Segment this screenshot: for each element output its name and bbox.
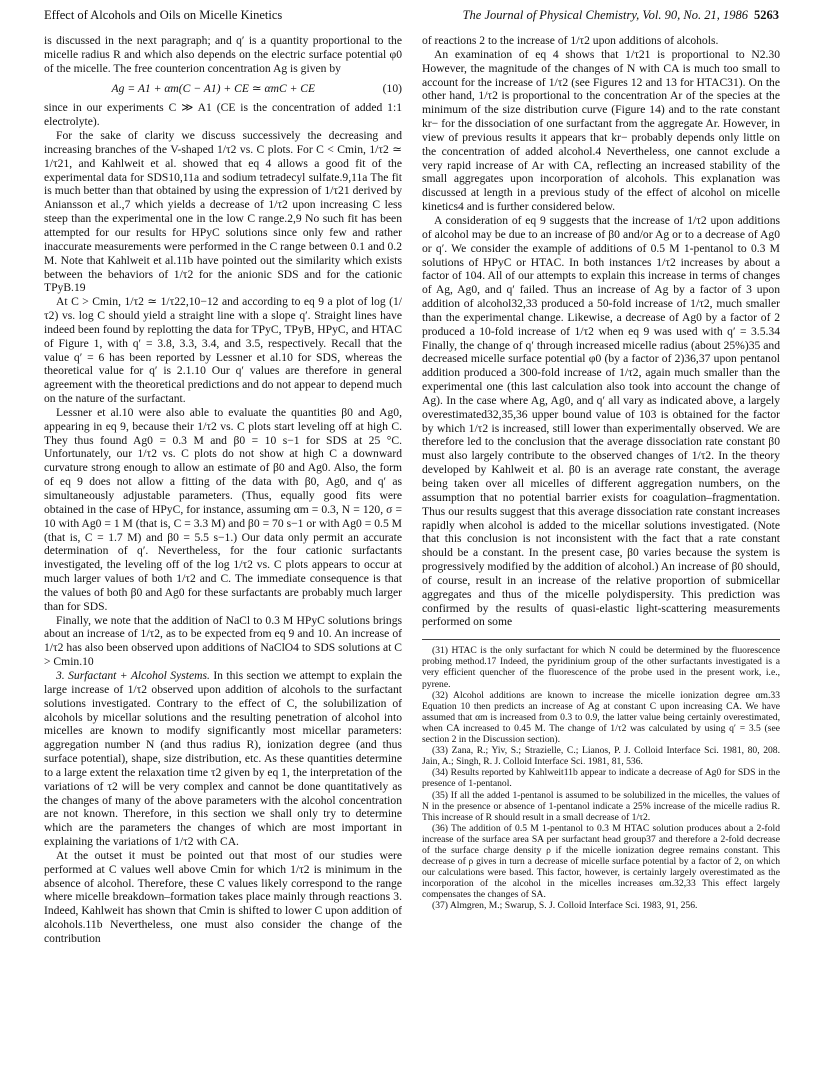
paragraph: An examination of eq 4 shows that 1/τ21 is proportional to N2.30 However, the magnitude of the changes of N with CA is much too small to account for the increase of 1/τ2 (see Figures 12 and 13 for HTAC31). On the other hand, 1/τ2 is proportional to the concentration Ar of the species at the minimum of the size distribution curve (Figure 14) and to the rate constant kr− for the dissociation of one surfactant from the aggregate Ar. However, in view of previous results it appears that kr− probably depends only little on the concentration of added alcohol.4 Nevertheless, one cannot exclude a very rapid increase of Ar with CA, reflecting an increased stability of the small aggregates upon incorporation of alcohols. This explanation was discussed at length in a previous study of the effect of alcohol on micelle kinetics4 and is further considered below. (422, 47, 780, 214)
paragraph: since in our experiments C ≫ A1 (CE is the concentration of added 1:1 electrolyte). (44, 101, 402, 129)
running-title: Effect of Alcohols and Oils on Micelle Kinetics (44, 8, 283, 22)
footnote: (31) HTAC is the only surfactant for which N could be determined by the fluorescence probing method.17 Indeed, the pyridinium group of the other surfactants investigated is a very efficient quencher of the fluorescence of the probe used in the present work, i.e., pyrene. (422, 645, 780, 690)
page-number: 5263 (754, 8, 779, 22)
footnote: (33) Zana, R.; Yiv, S.; Strazielle, C.; Lianos, P. J. Colloid Interface Sci. 1981, 80, 208. Jain, A.; Singh, R. J. Colloid Interface Sci. 1981, 81, 536. (422, 745, 780, 768)
journal-citation (463, 8, 779, 23)
paragraph: At C > Cmin, 1/τ2 ≃ 1/τ22,10−12 and according to eq 9 a plot of log (1/τ2) vs. log C should yield a straight line with a slope q′. Straight lines have indeed been found by replotting the data for TPyC, TPyB, HPyC, and HTAC of Figure 1, with q′ = 3.8, 3.3, 3.4, and 3.5, respectively. Recall that the value q′ = 6 has been reported by Lessner et al.10 for SDS, whereas the theoretical value for q′ is 2.1.10 Our q′ values are therefore in general agreement with the theoretical predictions and do not appear to depend much on the nature of the surfactant. (44, 295, 402, 406)
footnotes (422, 645, 780, 911)
equation-number: (10) (382, 81, 402, 95)
section-text: In this section we attempt to explain the large increase of 1/τ2 observed upon addition of alcohols to the surfactant solutions investigated. Contrary to the effect of C, the solubilization of alcohols by micellar solutions and the resulting penetration of alcohol into micelles are known to modify significantly most micellar parameters: aggregation number N (and thus radius R), ionization degree (and thus surface potential), shape, size distribution, etc. As these quantities determine to a large extent the relaxation time τ2 given by eq 1, the interpretation of the variations of τ2 will be very complex and cannot be done quantitatively as the changes of many of the above parameters with the alcohol concentration are not known. Therefore, in this section we shall only try to determine which are the parameters the changes of which are most important in explaining the variations of 1/τ2 with CA. (44, 668, 402, 849)
equation-10 (44, 82, 402, 96)
paragraph: is discussed in the next paragraph; and q′ is a quantity proportional to the micelle radius R and which also depends on the electric surface potential φ0 of the micelle. The free counterion concentration Ag is given by (44, 34, 402, 75)
paragraph: of reactions 2 to the increase of 1/τ2 upon additions of alcohols. (422, 34, 719, 47)
footnote: (35) If all the added 1-pentanol is assumed to be solubilized in the micelles, the values of N in the presence or absence of 1-pentanol indicate a 25% increase of the micelle radius R. This increase of R should result in a small decrease of 1/τ2. (422, 789, 780, 823)
section-heading: 3. Surfactant + Alcohol Systems. (56, 668, 210, 682)
footnote-divider (422, 639, 780, 640)
footnote: (32) Alcohol additions are known to increase the micelle ionization degree αm.33 Equation 10 then predicts an increase of Ag at constant C upon increasing CA. We have assumed that αm is increased from 0.3 to 0.9, the latter value being certainly overestimated, when CA increased to 0.45 M. The change of 1/τ2 was calculated by using q′ = 3.5 (see section 2 in the Discussion section). (422, 689, 780, 746)
right-column (422, 34, 780, 912)
journal-name: The Journal of Physical Chemistry, Vol. 90, No. 21, 1986 (462, 8, 748, 22)
left-column (44, 34, 402, 946)
equation-body: Ag = A1 + αm(C − A1) + CE ≃ αmC + CE (111, 81, 316, 95)
paragraph: For the sake of clarity we discuss successively the decreasing and increasing branches of the V-shaped 1/τ2 vs. C plots. For C < Cmin, 1/τ2 ≃ 1/τ21, and Kahlweit et al. showed that eq 4 allows a good fit of the experimental data for SDS10,11a and sodium tetradecyl sulfate.9,11a The fit is much better than that obtained by using the expression of 1/τ21 derived by Aniansson et al.,7 which yields a decrease of 1/τ2 upon increasing C less steep than the experimental one in the low C range.2,9 No such fit has been attempted for our results for HPyC solutions since only few and rather inaccurate measurements were performed in the C range between 0.1 and 0.2 M. Note that Kahlweit et al.11b have pointed out the similarity which exists between the behaviors of 1/τ2 for the anionic SDS and for the cationic TPyB.19 (44, 129, 402, 295)
paragraph (44, 669, 402, 849)
footnote: (36) The addition of 0.5 M 1-pentanol to 0.3 M HTAC solution produces about a 2-fold increase of the surface area SA per surfactant head group37 and therefore a 2-fold decrease of the surface charge density ρ if the micelle ionization degree remains constant. This decrease of ρ gives in turn a decrease of micelle surface potential by a factor of 2, on which our calculations were based. This factor, however, is certainly largely overestimated as the incorporation of the alcohol in the micelles increases αm.32,33 This effect largely compensates the changes of SA. (422, 822, 780, 901)
footnote: (34) Results reported by Kahlweit11b appear to indicate a decrease of Ag0 for SDS in the presence of 1-pentanol. (422, 767, 780, 790)
paragraph: Lessner et al.10 were also able to evaluate the quantities β0 and Ag0, appearing in eq 9, because their 1/τ2 vs. C plots start leveling off at high C. They thus found Ag0 = 0.3 M and β0 = 10 s−1 for SDS at 25 °C. Unfortunately, our 1/τ2 vs. C plots do not show at high C a downward curvature strong enough to allow an estimate of β0 and Ag0. Also, the form of eq 9 does not allow a fitting of the data with β0, Ag0, and q′ as simultaneously adjustable parameters. (Thus, equally good fits were obtained in the case of HPyC, for instance, assuming αm = 0.3, N = 120, σ = 10 with Ag0 = 1 M (that is, C = 3.3 M) and β0 = 70 s−1 or with Ag0 = 0.5 M (that is, C = 1.7 M) and β0 = 5.5 s−1.) Our data only permit an accurate determination of q′. Nevertheless, for the four cationic surfactants investigated, the leveling off of the log 1/τ2 vs. C plots appears to occur at much larger values of both 1/τ2 and C. The immediate consequence is that the values of both β0 and Ag0 for these surfactants are probably much larger than for SDS. (44, 405, 402, 613)
paragraph: At the outset it must be pointed out that most of our studies were performed at C values well above Cmin for which 1/τ2 is minimum in the absence of alcohol. Therefore, these C values likely correspond to the range where micelle breakdown–formation takes place mainly through reactions 3. Indeed, Kahlweit has shown that Cmin is shifted to lower C upon addition of alcohols.11b Nevertheless, one must also consider the change of the contribution (44, 848, 402, 945)
page-header (44, 8, 779, 28)
paragraph: A consideration of eq 9 suggests that the increase of 1/τ2 upon additions of alcohol may be due to an increase of β0 and/or Ag or to a decrease of Ag0 or q′. We consider the example of additions of 0.5 M 1-pentanol to 0.3 M solutions of HPyC or HTAC. In both instances 1/τ2 increases by about a factor of 104. All of our attempts to explain this increase in terms of changes of Ag, Ag0, and q′ failed. Thus an increase of Ag by a factor of 3 upon addition of alcohol32,33 produced a 50-fold increase of 1/τ2, much smaller than the experimental change. Likewise, a decrease of Ag0 by a factor of 2 produced a 10-fold increase of 1/τ2 when eq 9 was used with q′ = 3.5.34 Finally, the change of q′ through increased micelle radius (about 25%)35 and decreased micelle surface potential φ0 (by a factor of 2)36,37 upon pentanol addition produced a 300-fold increase of 1/τ2, again much smaller than the experimental one (this last calculation also took into account the change of Ag). In the case where Ag, Ag0, and q′ all vary as indicated above, a largely overestimated32,35,36 upper bound value of 103 is obtained for the factor by which 1/τ2 is increased, still lower than experimentally observed. We are therefore led to the conclusion that the average dissociation rate constant β0 must also largely contribute to the observed changes of 1/τ2. In the theory developed by Kahlweit et al. β0 is an average rate constant, the average being taken over all micelles of different aggregation numbers, on the assumption that no potential barrier exists for coagulation–fragmentation. Thus our results suggest that this average dissociation rate constant increases rapidly when alcohol is added to the micellar solutions investigated. (Note that this conclusion is not inconsistent with the fact that a rate constant should be a constant. In the present case, β0 varies because the system is progressively modified by the addition of alcohol.) An increase of β0 should, of course, result in an increase of the relative proportion of submicellar aggregates and thus of the micelle polydispersity. This prediction was confirmed by the results of quasi-elastic light-scattering measurements performed on some (422, 213, 780, 629)
footnote: (37) Almgren, M.; Swarup, S. J. Colloid Interface Sci. 1983, 91, 256. (432, 900, 698, 912)
paragraph: Finally, we note that the addition of NaCl to 0.3 M HPyC solutions brings about an increase of 1/τ2, as to be expected from eq 9 and 10. An increase of 1/τ2 has also been observed upon additions of NaClO4 to SDS solutions at C > Cmin.10 (44, 613, 402, 669)
